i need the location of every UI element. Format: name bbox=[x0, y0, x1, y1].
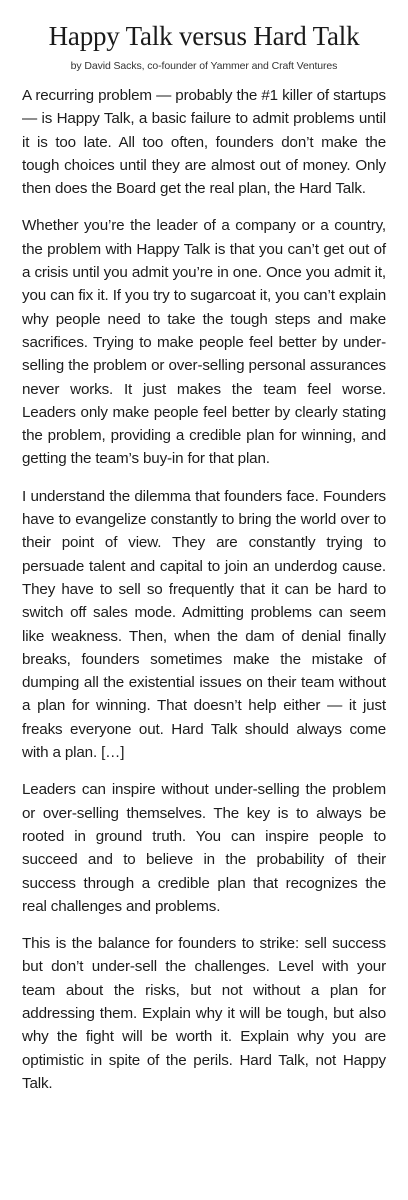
article-byline: by David Sacks, co-founder of Yammer and Craft Ventures bbox=[70, 60, 338, 72]
paragraph-4: Leaders can inspire without under-selling the problem or over-selling themselves. The key is to always be rooted in ground truth. You can inspire people to succeed and to believe in the probability of their success through a credible plan that recognizes the real challenges and problems. bbox=[22, 781, 386, 915]
paragraph-2: Whether you’re the leader of a company or a country, the problem with Happy Talk is that you can’t get out of a crisis until you admit you’re in one. Once you admit it, you can fix it. If you try to sugarcoat it, you can’t explain why people need to take the tough steps and make sacrifices. Trying to make people feel better by under-selling the problem or over-selling personal assurances never works. It just makes the team feel worse. Leaders only make people feel better by clearly stating the problem, providing a credible plan for winning, and getting the team’s buy-in for that plan. bbox=[22, 217, 386, 468]
paragraph-5: This is the balance for founders to strike: sell success but don’t under-sell the challenges. Level with your team about the risks, but not without a plan for addressing them. Explain why it will be tough, but also why the fight will be worth it. Explain why you are optimistic in spite of the perils. Hard Talk, not Happy Talk. bbox=[22, 935, 386, 1092]
paragraph-3: I understand the dilemma that founders face. Founders have to evangelize constantly to bring the world over to their point of view. They are constantly trying to persuade talent and capital to join an underdog cause. They have to sell so frequently that it can be hard to switch off sales mode. Admitting problems can seem like weakness. Then, when the dam of denial finally breaks, founders sometimes make the mistake of dumping all the existential issues on their team without a plan for winning. That doesn’t help either — it just freaks everyone out. Hard Talk should always come with a plan. […] bbox=[22, 487, 386, 762]
article-title: Happy Talk versus Hard Talk bbox=[48, 21, 360, 51]
paragraph-1: A recurring problem — probably the #1 killer of startups — is Happy Talk, a basic failure to admit problems until it is too late. All too often, founders don’t make the tough choices until they are almost out of money. Only then does the Board get the real plan, the Hard Talk. bbox=[22, 87, 386, 198]
